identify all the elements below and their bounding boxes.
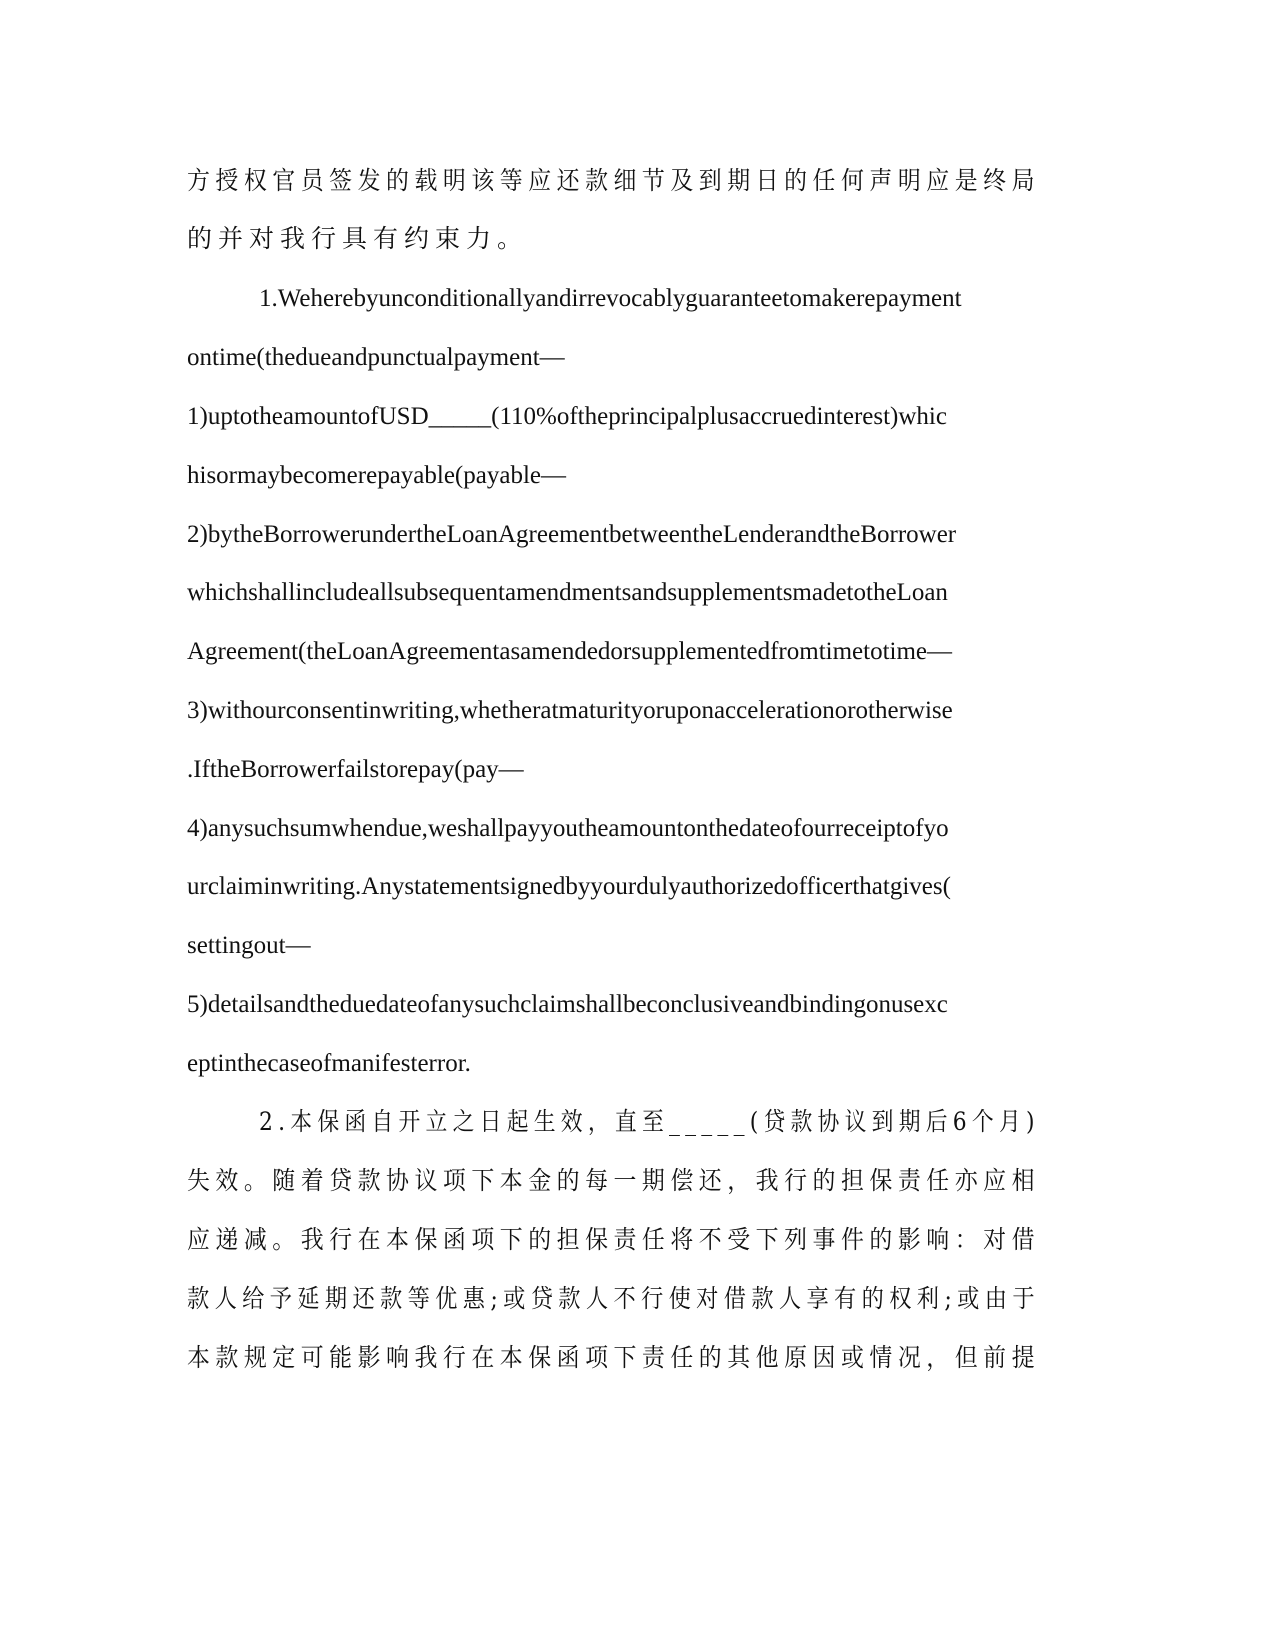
text-line-11: .IftheBorrowerfailstorepay(pay— (187, 756, 524, 783)
text-line-3: 1.Weherebyunconditionallyandirrevocablyguaranteetomakerepayment (259, 285, 962, 312)
text-line-1: 方授权官员签发的载明该等应还款细节及到期日的任何声明应是终局 (187, 166, 1041, 195)
text-line-12: 4)anysuchsumwhendue,weshallpayyoutheamountonthedateofourreceiptofyo (187, 815, 949, 842)
text-line-2: 的并对我行具有约束力。 (187, 224, 529, 253)
text-line-21: 本款规定可能影响我行在本保函项下责任的其他原因或情况，但前提 (187, 1343, 1041, 1372)
text-line-7: 2)bytheBorrowerundertheLoanAgreementbetweentheLenderandtheBorrower (187, 521, 957, 548)
text-line-9: Agreement(theLoanAgreementasamendedorsupplementedfromtimetotime— (187, 638, 953, 665)
text-line-19: 应递减。我行在本保函项下的担保责任将不受下列事件的影响：对借 (187, 1225, 1041, 1254)
text-line-20: 款人给予延期还款等优惠;或贷款人不行使对借款人享有的权利;或由于 (187, 1284, 1040, 1313)
text-line-17: 2.本保函自开立之日起生效，直至_____(贷款协议到期后6个月) (259, 1107, 1040, 1136)
text-line-6: hisormaybecomerepayable(payable— (187, 462, 566, 489)
text-line-13: urclaiminwriting.Anystatementsignedbyyourdulyauthorizedofficerthatgives( (187, 873, 951, 900)
text-line-18: 失效。随着贷款协议项下本金的每一期偿还，我行的担保责任亦应相 (187, 1166, 1041, 1195)
text-line-14: settingout— (187, 932, 311, 959)
text-line-8: whichshallincludeallsubsequentamendmentsandsupplementsmadetotheLoan (187, 579, 948, 606)
text-line-15: 5)detailsandtheduedateofanysuchclaimshallbeconclusiveandbindingonusexc (187, 991, 948, 1018)
text-line-5: 1)uptotheamountofUSD_____(110%oftheprincipalplusaccruedinterest)whic (187, 403, 947, 430)
text-line-10: 3)withourconsentinwriting,whetheratmaturityoruponaccelerationorotherwise (187, 697, 953, 724)
text-line-4: ontime(thedueandpunctualpayment— (187, 344, 565, 371)
text-line-16: eptinthecaseofmanifesterror. (187, 1050, 471, 1077)
